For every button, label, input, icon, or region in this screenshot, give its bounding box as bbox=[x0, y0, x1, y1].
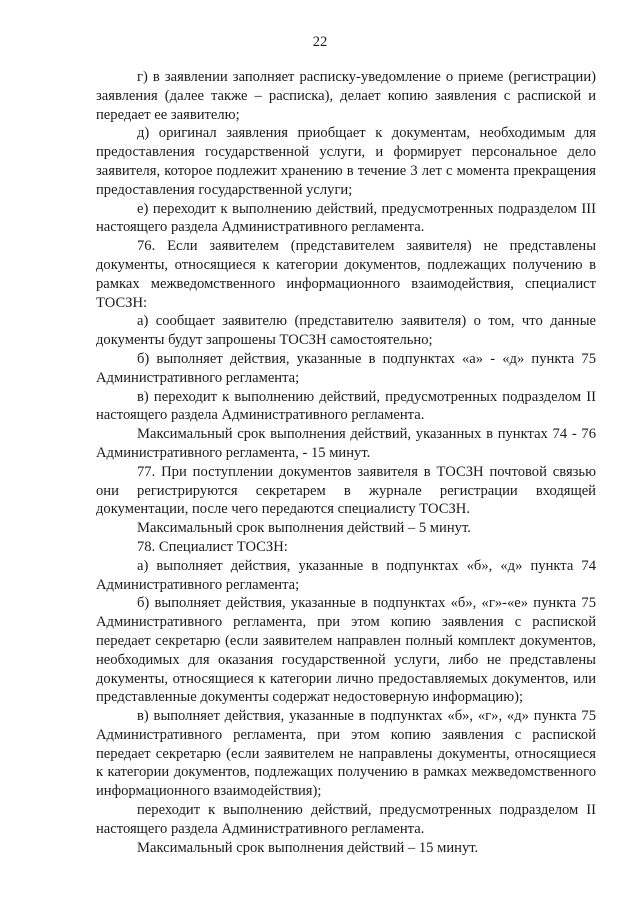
paragraph: д) оригинал заявления приобщает к документам, необходимым для предоставления государственной услуги, и формирует персональное дело заявителя, которое подлежит хранению в течение 3 лет с момента прекращения предоставления государственной услуги; bbox=[96, 125, 596, 198]
paragraph: Максимальный срок выполнения действий, указанных в пунктах 74 - 76 Административного регламента, - 15 минут. bbox=[96, 426, 596, 461]
paragraph: Максимальный срок выполнения действий – 15 минут. bbox=[137, 839, 479, 856]
paragraph: а) выполняет действия, указанные в подпунктах «б», «д» пункта 74 Административного регламента; bbox=[96, 557, 596, 593]
paragraph: 78. Специалист ТОСЗН: bbox=[137, 538, 288, 555]
paragraph: а) сообщает заявителю (представителю заявителя) о том, что данные документы будут запрошены ТОСЗН самостоятельно; bbox=[96, 313, 596, 349]
paragraph: 76. Если заявителем (представителем заявителя) не представлены документы, относящиеся к категории документов, подлежащих получению в рамках межведомственного информационного взаимодействия, специалист ТОСЗН: bbox=[96, 238, 596, 311]
paragraph: в) переходит к выполнению действий, предусмотренных подразделом II настоящего раздела Административного регламента. bbox=[96, 388, 596, 424]
page-number: 22 bbox=[312, 34, 328, 50]
paragraph: б) выполняет действия, указанные в подпунктах «а» - «д» пункта 75 Административного регламента; bbox=[96, 350, 596, 386]
paragraph: в) выполняет действия, указанные в подпунктах «б», «г», «д» пункта 75 Административного регламента, при этом копию заявления с распиской передает секретарю (если заявителем не направлены документы, относящиеся к категории документов, подлежащих получению в рамках межведомственного информационного взаимодействия); bbox=[96, 708, 596, 800]
paragraph: Максимальный срок выполнения действий – 5 минут. bbox=[137, 520, 471, 537]
paragraph: б) выполняет действия, указанные в подпунктах «б», «г»-«е» пункта 75 Административного регламента, при этом копию заявления с распиской передает секретарю (если заявителем направлен полный комплект документов, необходимых для оказания государственной услуги, либо не представлены документы, относящиеся к категории лично предоставляемых документов, или представленные документы содержат недостоверную информацию); bbox=[96, 595, 596, 706]
paragraph: переходит к выполнению действий, предусмотренных подразделом II настоящего раздела Административного регламента. bbox=[96, 802, 596, 837]
paragraph: е) переходит к выполнению действий, предусмотренных подразделом III настоящего раздела Административного регламента. bbox=[96, 200, 596, 236]
document-body bbox=[96, 68, 596, 857]
paragraph: 77. При поступлении документов заявителя в ТОСЗН почтовой связью они регистрируются секретарем в журнале регистрации входящей документации, после чего передаются специалисту ТОСЗН. bbox=[96, 463, 596, 518]
paragraph: г) в заявлении заполняет расписку-уведомление о приеме (регистрации) заявления (далее также – расписка), делает копию заявления с распиской и передает ее заявителю; bbox=[96, 69, 596, 123]
